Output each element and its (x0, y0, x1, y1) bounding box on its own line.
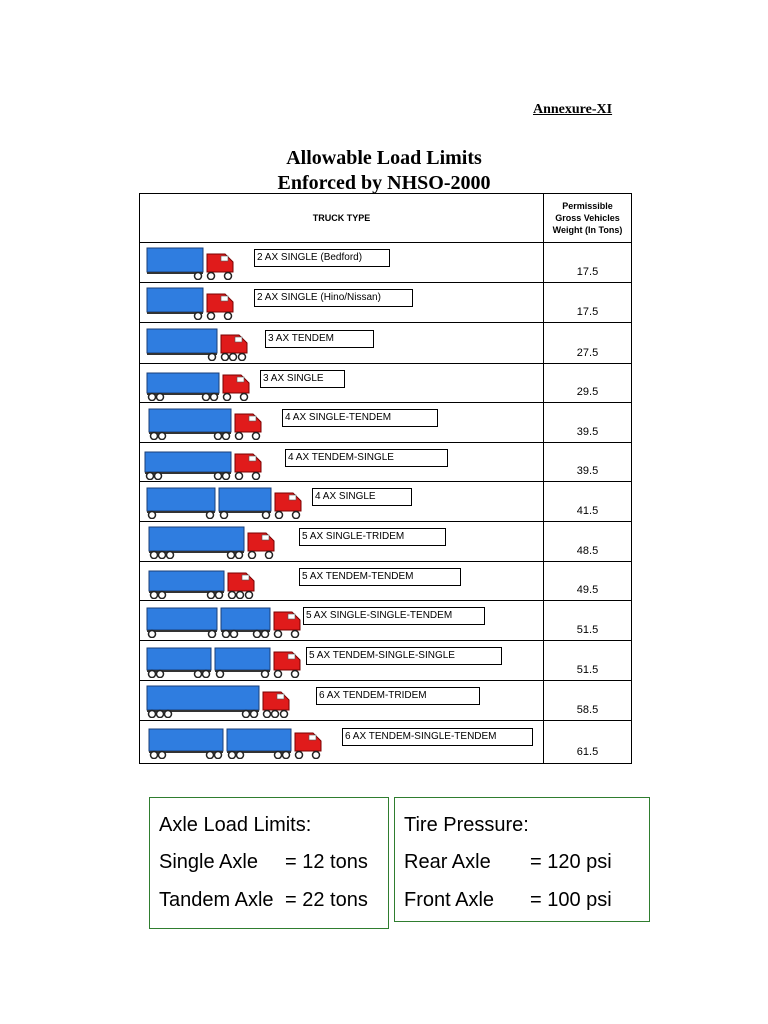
wheel-icon (263, 512, 270, 519)
wheel-icon (149, 631, 156, 638)
truck-type-label: 5 AX TENDEM-SINGLE-SINGLE (306, 647, 502, 665)
truck-illustration (148, 406, 266, 445)
truck-icon (144, 446, 266, 480)
truck-type-label: 2 AX SINGLE (Bedford) (254, 249, 390, 267)
truck-icon (148, 525, 279, 559)
wheel-icon (313, 752, 320, 759)
wheel-icon (254, 631, 261, 638)
cab-body (274, 612, 300, 630)
trailer-body (149, 729, 223, 751)
trailer-body (147, 686, 259, 710)
truck-type-label: 4 AX SINGLE (312, 488, 412, 506)
truck-type-label: 4 AX TENDEM-SINGLE (285, 449, 448, 467)
truck-type-label: 5 AX SINGLE-TRIDEM (299, 528, 446, 546)
front-axle-value: = 100 psi (530, 889, 612, 911)
table-row (140, 721, 631, 763)
cab-body (221, 335, 247, 353)
truck-type-label: 2 AX SINGLE (Hino/Nissan) (254, 289, 413, 307)
wheel-icon (149, 711, 156, 718)
wheel-icon (208, 313, 215, 320)
wheel-icon (147, 472, 154, 479)
truck-icon (146, 286, 238, 320)
cab-body (263, 692, 289, 710)
truck-icon (148, 565, 259, 599)
wheel-icon (236, 433, 243, 440)
wheel-icon (209, 353, 216, 360)
trailer-body (149, 409, 231, 432)
permissible-weight: 29.5 (576, 386, 599, 398)
tandem-axle-name: Tandem Axle (159, 889, 274, 911)
axle-load-limits-box (149, 797, 389, 929)
wheel-icon (230, 353, 237, 360)
wheel-icon (223, 472, 230, 479)
cab-body (223, 375, 249, 393)
wheel-icon (236, 472, 243, 479)
cab-body (207, 254, 233, 272)
wheel-icon (243, 711, 250, 718)
table-row (140, 364, 631, 403)
trailer-body (215, 648, 270, 670)
table-row (140, 562, 631, 601)
annexure-label: Annexure-XI (533, 102, 613, 117)
truck-type-label: 6 AX TENDEM-TRIDEM (316, 687, 480, 705)
wheel-icon (215, 433, 222, 440)
trailer-body (147, 248, 203, 272)
wheel-icon (223, 631, 230, 638)
truck-type-label: 5 AX SINGLE-SINGLE-TENDEM (303, 607, 485, 625)
tire-box-heading: Tire Pressure: (404, 814, 529, 836)
wheel-icon (281, 711, 288, 718)
wheel-icon (229, 591, 236, 598)
truck-illustration (146, 644, 305, 683)
wheel-icon (228, 552, 235, 559)
wheel-icon (296, 752, 303, 759)
wheel-icon (292, 671, 299, 678)
trailer-body (149, 571, 224, 591)
table-row (140, 403, 631, 443)
wheel-icon (216, 591, 223, 598)
wheel-icon (272, 711, 279, 718)
wheel-icon (215, 472, 222, 479)
wheel-icon (253, 472, 260, 479)
cab-body (248, 533, 274, 551)
tire-pressure-box (394, 797, 650, 922)
wheel-icon (151, 433, 158, 440)
wheel-icon (157, 393, 164, 400)
cab-window (249, 416, 256, 421)
wheel-icon (251, 711, 258, 718)
wheel-icon (157, 711, 164, 718)
wheel-icon (195, 272, 202, 279)
truck-illustration (146, 327, 252, 366)
wheel-icon (167, 552, 174, 559)
permissible-weight: 48.5 (576, 545, 599, 557)
axle-box-heading: Axle Load Limits: (159, 814, 312, 836)
truck-icon (146, 644, 305, 678)
wheel-icon (237, 752, 244, 759)
permissible-weight: 51.5 (576, 664, 599, 676)
truck-icon (148, 406, 266, 440)
wheel-icon (236, 552, 243, 559)
header-weight-line-2: Gross Vehicles (555, 213, 620, 223)
wheel-icon (283, 752, 290, 759)
trailer-body (219, 488, 271, 511)
wheel-icon (222, 353, 229, 360)
permissible-weight: 39.5 (576, 465, 599, 477)
wheel-icon (151, 591, 158, 598)
wheel-icon (249, 552, 256, 559)
cab-body (228, 573, 254, 591)
truck-illustration (148, 525, 279, 564)
trailer-body (147, 373, 219, 393)
wheel-icon (275, 671, 282, 678)
truck-icon (146, 684, 294, 718)
table-row (140, 443, 631, 482)
cab-window (237, 377, 244, 382)
cab-window (289, 495, 296, 500)
wheel-icon (275, 631, 282, 638)
cab-window (221, 296, 228, 301)
trailer-body (221, 608, 270, 630)
wheel-icon (159, 433, 166, 440)
permissible-weight: 39.5 (576, 426, 599, 438)
wheel-icon (223, 433, 230, 440)
header-truck-type: TRUCK TYPE (312, 213, 371, 223)
wheel-icon (237, 591, 244, 598)
wheel-icon (208, 272, 215, 279)
single-axle-value: = 12 tons (285, 851, 368, 873)
truck-icon (148, 725, 326, 759)
trailer-body (147, 608, 217, 630)
rear-axle-name: Rear Axle (404, 851, 491, 873)
wheel-icon (195, 671, 202, 678)
header-weight (544, 194, 631, 242)
cab-window (249, 456, 256, 461)
wheel-icon (215, 752, 222, 759)
table-row (140, 323, 631, 364)
cab-window (262, 535, 269, 540)
trailer-body (147, 488, 215, 511)
wheel-icon (217, 671, 224, 678)
truck-icon (146, 367, 254, 401)
wheel-icon (262, 671, 269, 678)
cab-window (221, 256, 228, 261)
wheel-icon (275, 752, 282, 759)
table-row (140, 482, 631, 522)
permissible-weight: 51.5 (576, 624, 599, 636)
wheel-icon (229, 752, 236, 759)
truck-icon (146, 604, 305, 638)
truck-illustration (146, 485, 306, 524)
permissible-weight: 58.5 (576, 704, 599, 716)
wheel-icon (266, 552, 273, 559)
page-title (0, 146, 768, 196)
header-weight-line-3: Weight (In Tons) (552, 225, 623, 235)
permissible-weight: 27.5 (576, 347, 599, 359)
cab-body (274, 652, 300, 670)
wheel-icon (149, 512, 156, 519)
front-axle-name: Front Axle (404, 889, 495, 911)
permissible-weight: 49.5 (576, 584, 599, 596)
cab-window (235, 337, 242, 342)
rear-axle-value: = 120 psi (530, 851, 612, 873)
header-weight-line-1: Permissible (562, 201, 613, 211)
wheel-icon (276, 512, 283, 519)
table-row (140, 283, 631, 323)
wheel-icon (195, 313, 202, 320)
wheel-icon (149, 393, 156, 400)
truck-illustration (148, 725, 326, 764)
cab-window (288, 614, 295, 619)
wheel-icon (253, 433, 260, 440)
wheel-icon (159, 752, 166, 759)
wheel-icon (225, 313, 232, 320)
wheel-icon (241, 393, 248, 400)
wheel-icon (293, 512, 300, 519)
truck-type-label: 3 AX SINGLE (260, 370, 345, 388)
cab-window (242, 575, 249, 580)
cab-body (207, 294, 233, 312)
truck-illustration (146, 367, 254, 406)
trailer-body (145, 452, 231, 472)
wheel-icon (221, 512, 228, 519)
cab-window (309, 735, 316, 740)
wheel-icon (239, 353, 246, 360)
truck-illustration (146, 286, 238, 325)
wheel-icon (211, 393, 218, 400)
truck-type-label: 5 AX TENDEM-TENDEM (299, 568, 461, 586)
wheel-icon (165, 711, 172, 718)
wheel-icon (203, 671, 210, 678)
permissible-weight: 41.5 (576, 505, 599, 517)
title-line-2: Enforced by NHSO-2000 (277, 172, 491, 194)
trailer-chassis (147, 353, 217, 355)
wheel-icon (225, 272, 232, 279)
truck-illustration (146, 684, 294, 723)
title-line-1: Allowable Load Limits (286, 147, 482, 169)
trailer-body (147, 329, 217, 353)
wheel-icon (262, 631, 269, 638)
truck-illustration (144, 446, 266, 485)
single-axle-name: Single Axle (159, 851, 258, 873)
table-row (140, 681, 631, 721)
cab-body (235, 454, 261, 472)
cab-window (277, 694, 284, 699)
permissible-weight: 17.5 (576, 266, 599, 278)
permissible-weight: 61.5 (576, 746, 599, 758)
truck-type-label: 6 AX TENDEM-SINGLE-TENDEM (342, 728, 533, 746)
wheel-icon (155, 472, 162, 479)
wheel-icon (207, 752, 214, 759)
truck-type-label: 4 AX SINGLE-TENDEM (282, 409, 438, 427)
cab-body (295, 733, 321, 751)
truck-illustration (146, 246, 238, 285)
wheel-icon (264, 711, 271, 718)
truck-icon (146, 485, 306, 519)
wheel-icon (149, 671, 156, 678)
table-row (140, 522, 631, 562)
trailer-body (147, 648, 211, 670)
trailer-body (149, 527, 244, 551)
wheel-icon (231, 631, 238, 638)
tandem-axle-value: = 22 tons (285, 889, 368, 911)
truck-illustration (148, 565, 259, 604)
wheel-icon (208, 591, 215, 598)
truck-type-label: 3 AX TENDEM (265, 330, 374, 348)
table-row (140, 242, 631, 283)
permissible-weight: 17.5 (576, 306, 599, 318)
wheel-icon (246, 591, 253, 598)
cab-body (235, 414, 261, 432)
cab-body (275, 493, 301, 511)
table-row (140, 601, 631, 641)
wheel-icon (292, 631, 299, 638)
wheel-icon (209, 631, 216, 638)
wheel-icon (207, 512, 214, 519)
cab-window (288, 654, 295, 659)
truck-illustration (146, 604, 305, 643)
load-limits-table (139, 193, 632, 764)
truck-icon (146, 246, 238, 280)
trailer-body (147, 288, 203, 312)
trailer-chassis (147, 630, 217, 632)
wheel-icon (151, 552, 158, 559)
wheel-icon (151, 752, 158, 759)
table-row (140, 641, 631, 681)
trailer-body (227, 729, 291, 751)
trailer-chassis (147, 710, 259, 712)
wheel-icon (159, 552, 166, 559)
wheel-icon (203, 393, 210, 400)
truck-icon (146, 327, 252, 361)
wheel-icon (157, 671, 164, 678)
wheel-icon (224, 393, 231, 400)
wheel-icon (159, 591, 166, 598)
trailer-chassis (147, 511, 215, 513)
table-header (140, 194, 631, 243)
